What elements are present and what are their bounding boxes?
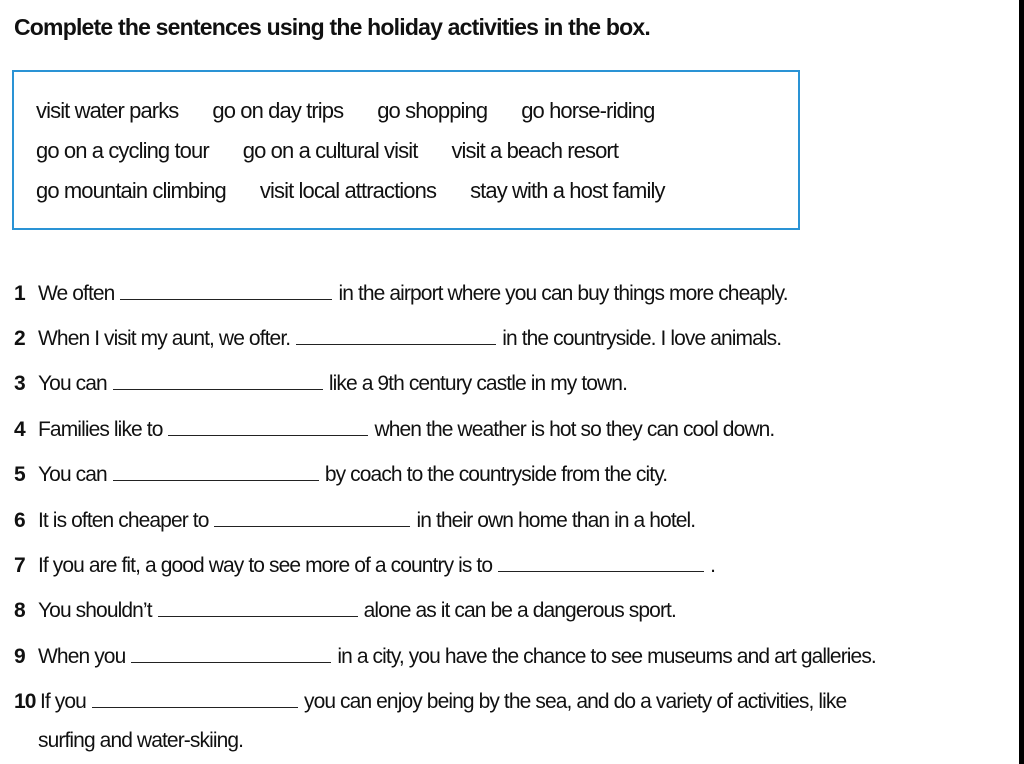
question-number: 2	[14, 327, 25, 350]
answer-blank[interactable]	[113, 371, 323, 390]
answer-blank[interactable]	[113, 462, 319, 481]
word-box-item: visit water parks	[36, 98, 179, 123]
answer-blank[interactable]	[296, 326, 496, 345]
question-10	[14, 689, 846, 714]
question-number: 7	[14, 554, 25, 577]
question-text-after: in the countryside. I love animals.	[502, 327, 782, 350]
word-box-item: go on a cultural visit	[242, 138, 418, 163]
question-text-after: in their own home than in a hotel.	[416, 509, 696, 532]
question-number: 5	[14, 463, 25, 486]
question-4	[14, 417, 774, 442]
answer-blank[interactable]	[131, 644, 331, 663]
page-edge-border	[1019, 0, 1024, 764]
question-number: 8	[14, 599, 25, 622]
question-10-continuation: surfing and water-skiing.	[38, 729, 244, 752]
question-text-after: by coach to the countryside from the city.	[324, 463, 668, 486]
question-text-after: .	[710, 554, 716, 577]
question-number: 4	[14, 418, 25, 441]
question-text-before: If you	[40, 690, 86, 713]
question-number: 9	[14, 645, 25, 668]
answer-blank[interactable]	[498, 553, 704, 572]
question-9	[14, 644, 876, 669]
answer-blank[interactable]	[158, 598, 358, 617]
question-number: 6	[14, 509, 25, 532]
word-box-item: go mountain climbing	[36, 178, 226, 203]
question-text-before: You shouldn’t	[38, 599, 152, 622]
question-3	[14, 371, 627, 396]
word-box-item: go on day trips	[212, 98, 344, 123]
question-text-before: We often	[38, 282, 115, 305]
question-text-before: It is often cheaper to	[38, 509, 209, 532]
word-box-item: go horse-riding	[521, 98, 655, 123]
question-number: 3	[14, 372, 25, 395]
question-6	[14, 508, 695, 533]
question-text-after: you can enjoy being by the sea, and do a variety of activities, like	[303, 690, 847, 713]
answer-blank[interactable]	[120, 281, 332, 300]
question-7	[14, 553, 715, 578]
question-text-after: in a city, you have the chance to see museums and art galleries.	[337, 645, 876, 668]
answer-blank[interactable]	[168, 417, 368, 436]
question-8	[14, 598, 676, 623]
question-1	[14, 281, 788, 306]
question-5	[14, 462, 667, 487]
word-box-item: stay with a host family	[470, 178, 665, 203]
word-box-item: go on a cycling tour	[36, 138, 209, 163]
activity-word-box	[12, 70, 800, 230]
question-text-before: You can	[38, 372, 107, 395]
answer-blank[interactable]	[92, 689, 298, 708]
question-text-before: You can	[38, 463, 107, 486]
question-text-before: When I visit my aunt, we ofter.	[38, 327, 291, 350]
question-text-after: when the weather is hot so they can cool down.	[374, 418, 775, 441]
question-text-after: like a 9th century castle in my town.	[328, 372, 628, 395]
word-box-row	[36, 98, 654, 124]
word-box-row	[36, 178, 665, 204]
word-box-item: visit a beach resort	[451, 138, 619, 163]
question-text-before: When you	[38, 645, 126, 668]
question-2	[14, 326, 781, 351]
word-box-item: go shopping	[377, 98, 488, 123]
exercise-instruction: Complete the sentences using the holiday activities in the box.	[14, 14, 650, 40]
answer-blank[interactable]	[214, 508, 410, 527]
question-number: 1	[14, 282, 25, 305]
question-text-after: in the airport where you can buy things more cheaply.	[338, 282, 788, 305]
question-text-before: If you are fit, a good way to see more of a country is to	[38, 554, 493, 577]
question-text-after: alone as it can be a dangerous sport.	[363, 599, 676, 622]
question-text-before: Families like to	[38, 418, 163, 441]
word-box-row	[36, 138, 618, 164]
word-box-item: visit local attractions	[259, 178, 437, 203]
question-number: 10	[14, 690, 36, 713]
